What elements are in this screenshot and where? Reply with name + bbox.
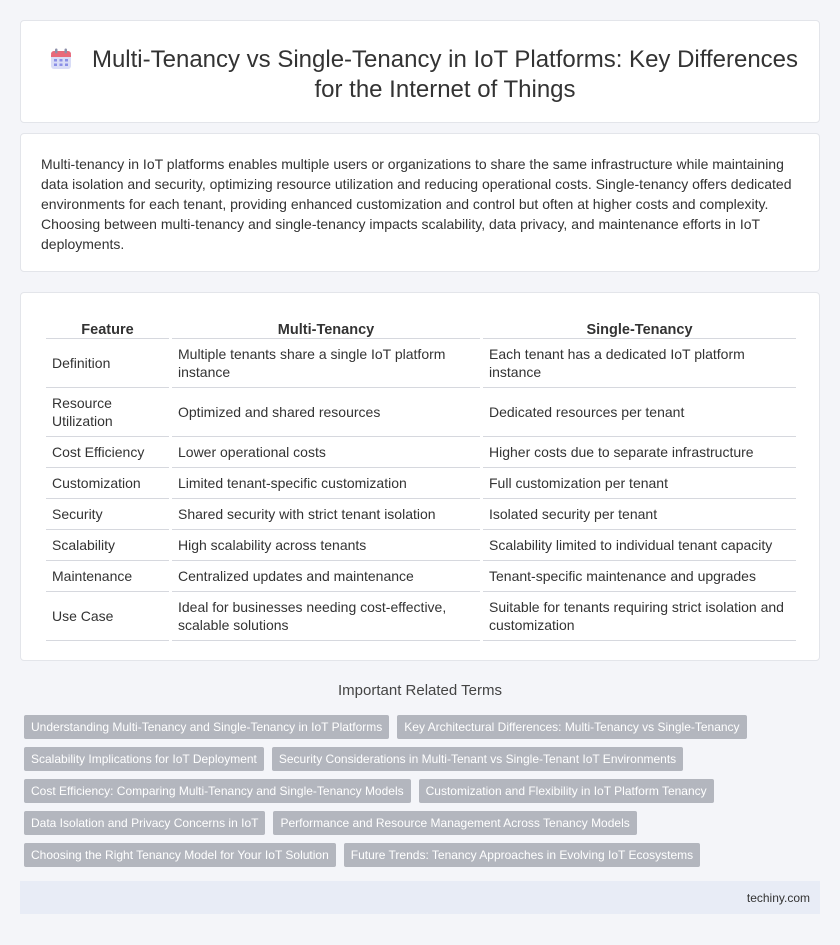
comparison-table [43,315,799,641]
intro-card [20,133,820,272]
single-tenancy-cell: Each tenant has a dedicated IoT platform instance [483,339,796,388]
table-row [46,530,796,561]
table-row [46,437,796,468]
comparison-table-card [20,292,820,661]
related-terms-title: Important Related Terms [338,682,502,699]
single-tenancy-cell: Full customization per tenant [483,468,796,499]
related-term-tag[interactable]: Cost Efficiency: Comparing Multi-Tenancy and Single-Tenancy Models [24,779,411,803]
feature-cell: Security [46,499,169,530]
feature-cell: Maintenance [46,561,169,592]
table-row [46,561,796,592]
calendar-icon [49,47,73,71]
table-row [46,592,796,641]
multi-tenancy-cell: Limited tenant-specific customization [172,468,480,499]
single-tenancy-cell: Dedicated resources per tenant [483,388,796,437]
single-tenancy-cell: Higher costs due to separate infrastructure [483,437,796,468]
intro-paragraph: Multi-tenancy in IoT platforms enables multiple users or organizations to share the same infrastructure while maintaining data isolation and security, optimizing resource utilization and reducing operational costs. Single-tenancy offers dedicated environments for each tenant, providing enhanced customization and control but often at higher costs and complexity. Choosing between multi-tenancy and single-tenancy impacts scalability, data privacy, and maintenance efforts in IoT deployments. [41,156,792,252]
related-term-tag[interactable]: Security Considerations in Multi-Tenant vs Single-Tenant IoT Environments [272,747,683,771]
multi-tenancy-cell: Shared security with strict tenant isolation [172,499,480,530]
header-feature: Feature [46,315,169,339]
table-row [46,468,796,499]
site-link[interactable]: techiny.com [746,891,810,905]
page-title: Multi-Tenancy vs Single-Tenancy in IoT Platforms: Key Differences for the Internet of Things [91,46,799,103]
related-term-tag[interactable]: Scalability Implications for IoT Deployment [24,747,264,771]
related-term-tag[interactable]: Key Architectural Differences: Multi-Tenancy vs Single-Tenancy [397,715,746,739]
table-header-row [46,315,796,339]
related-term-tag[interactable]: Understanding Multi-Tenancy and Single-Tenancy in IoT Platforms [24,715,389,739]
header-card [20,20,820,123]
header-multi-tenancy: Multi-Tenancy [172,315,480,339]
single-tenancy-cell: Suitable for tenants requiring strict isolation and customization [483,592,796,641]
table-row [46,388,796,437]
multi-tenancy-cell: High scalability across tenants [172,530,480,561]
feature-cell: Cost Efficiency [46,437,169,468]
footer [20,881,820,914]
multi-tenancy-cell: Lower operational costs [172,437,480,468]
related-term-tag[interactable]: Future Trends: Tenancy Approaches in Evolving IoT Ecosystems [344,843,700,867]
feature-cell: Use Case [46,592,169,641]
feature-cell: Customization [46,468,169,499]
related-terms-list [24,715,824,875]
multi-tenancy-cell: Ideal for businesses needing cost-effective, scalable solutions [172,592,480,641]
related-term-tag[interactable]: Data Isolation and Privacy Concerns in IoT [24,811,265,835]
feature-cell: Scalability [46,530,169,561]
related-term-tag[interactable]: Choosing the Right Tenancy Model for Your IoT Solution [24,843,336,867]
multi-tenancy-cell: Optimized and shared resources [172,388,480,437]
single-tenancy-cell: Scalability limited to individual tenant capacity [483,530,796,561]
multi-tenancy-cell: Multiple tenants share a single IoT platform instance [172,339,480,388]
table-row [46,339,796,388]
single-tenancy-cell: Isolated security per tenant [483,499,796,530]
multi-tenancy-cell: Centralized updates and maintenance [172,561,480,592]
header-single-tenancy: Single-Tenancy [483,315,796,339]
table-row [46,499,796,530]
related-term-tag[interactable]: Customization and Flexibility in IoT Platform Tenancy [419,779,714,803]
single-tenancy-cell: Tenant-specific maintenance and upgrades [483,561,796,592]
feature-cell: Definition [46,339,169,388]
feature-cell: Resource Utilization [46,388,169,437]
related-term-tag[interactable]: Performance and Resource Management Across Tenancy Models [273,811,636,835]
